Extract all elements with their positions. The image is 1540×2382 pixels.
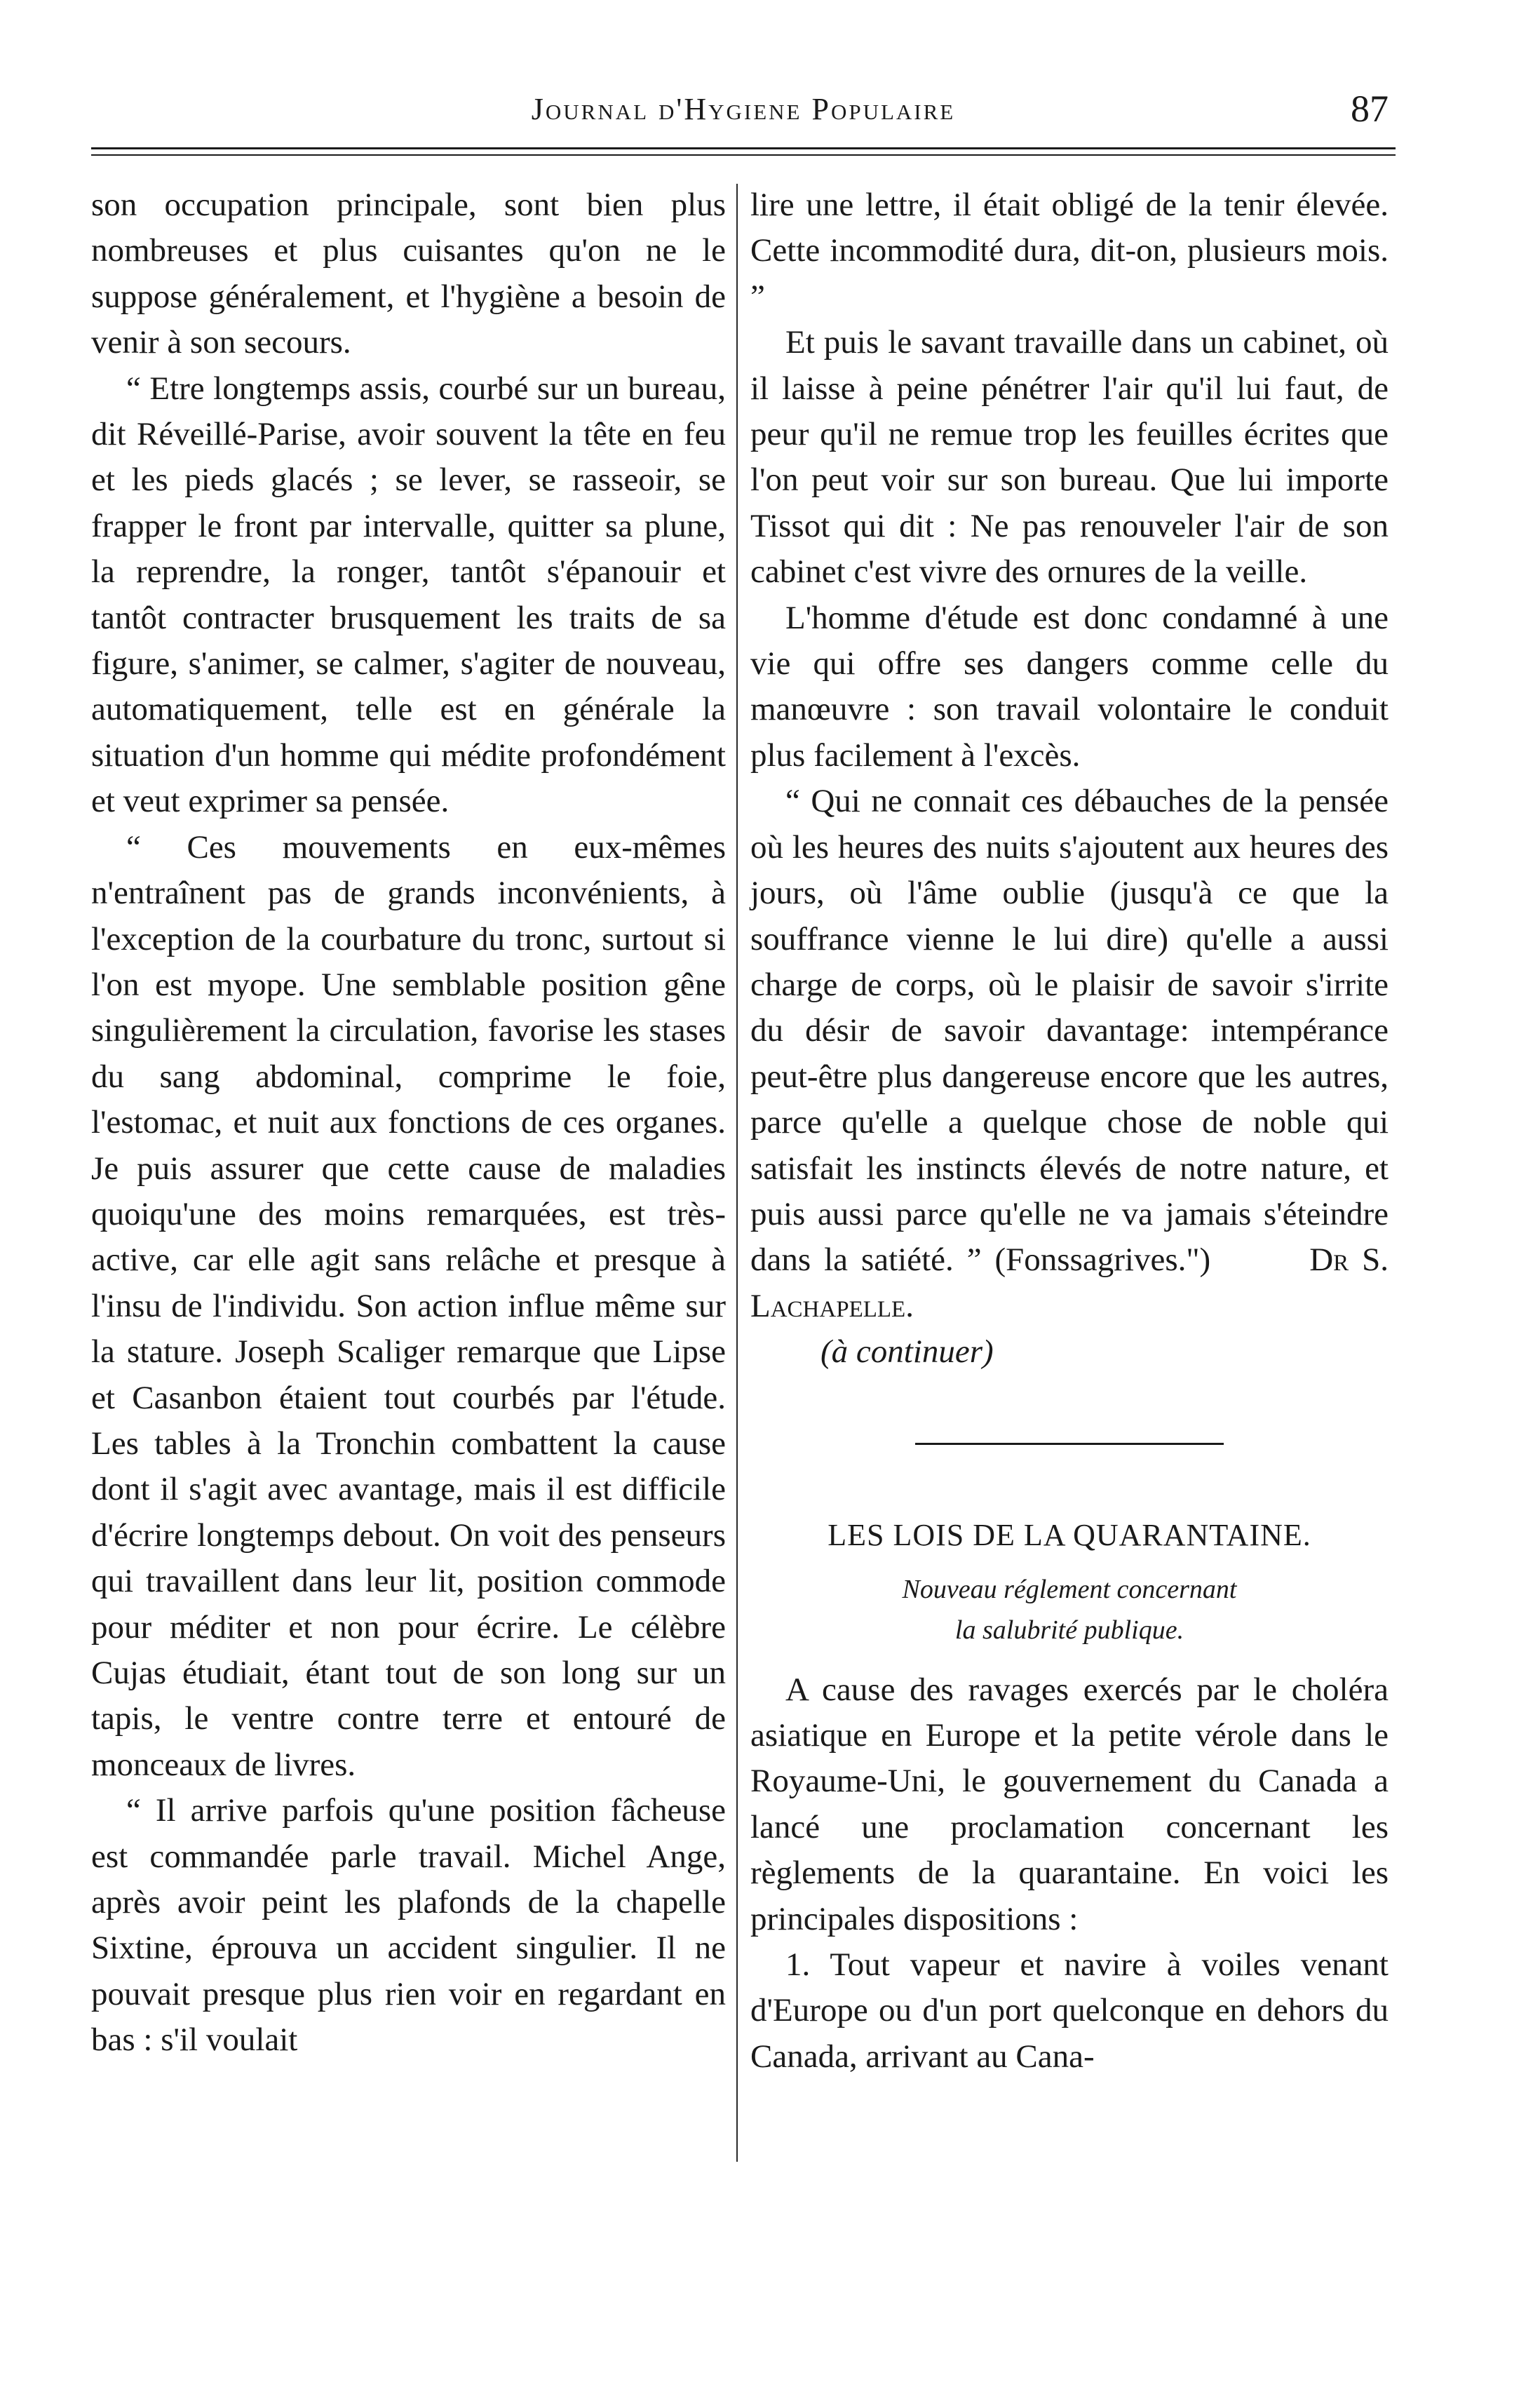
header-double-rule: [91, 147, 1396, 156]
section-subtitle-line-2: la salubrité publique.: [954, 1615, 1184, 1645]
left-column: [91, 182, 726, 2064]
page-number: 87: [1351, 88, 1389, 130]
continue-note: (à continuer): [820, 1333, 994, 1371]
paragraph: A cause des ravages exercés par le choléra asiatique en Europe et la petite vérole dans le Royaume-Uni, le gouvernement du Canada a lancé une proclamation concernant les règlements de la quarantaine. En voici les principales dispositions :: [750, 1671, 1389, 1937]
paragraph: L'homme d'étude est donc condamné à une vie qui offre ses dangers comme celle du manœuvre : son travail volontaire le conduit plus facilement à l'excès.: [750, 599, 1389, 774]
paragraph: [750, 779, 1389, 1329]
paragraph: son occupation principale, sont bien plus nombreuses et plus cuisantes qu'on ne le suppose généralement, et l'hygiène a besoin de venir à son secours.: [91, 187, 726, 361]
paragraph: “ Etre longtemps assis, courbé sur un bureau, dit Réveillé-Parise, avoir souvent la tête en feu et les pieds glacés ; se lever, se rasseoir, se frapper le front par intervalle, quitter sa plune, la reprendre, la ronger, tantôt s'épanouir et tantôt contracter brusquement les traits de sa figure, s'animer, se calmer, s'agiter de nouveau, automatiquement, telle est en générale la situation d'un homme qui médite profondément et veut exprimer sa pensée.: [91, 370, 726, 820]
paragraph: Et puis le savant travaille dans un cabinet, où il laisse à peine pénétrer l'air qu'il lui faut, de peur qu'il ne remue trop les feuilles écrites que l'on peut voir sur son bureau. Que lui importe Tissot qui dit : Ne pas renouveler l'air de son cabinet c'est vivre des ornures de la veille.: [750, 324, 1389, 591]
journal-title: Journal d'Hygiene Populaire: [531, 92, 956, 126]
right-column: [750, 182, 1389, 2080]
paragraph: lire une lettre, il était obligé de la tenir élevée. Cette incommodité dura, dit-on, plusieurs mois. ”: [750, 187, 1389, 315]
running-head: [91, 88, 1396, 147]
section-subtitle-line-1: Nouveau réglement concernant: [902, 1574, 1237, 1604]
quote-text: “ Qui ne connait ces débauches de la pensée où les heures des nuits s'ajoutent aux heures des jours, où l'âme oublie (jusqu'à ce que la souffrance vienne le lui dire) qu'elle a aussi charge de corps, où le plaisir de savoir s'irrite du désir de savoir davantage: intempérance peut-être plus dangereuse encore que les autres, parce qu'elle a quelque chose de noble qui satisfait les instincts élevés de notre nature, et puis aussi parce qu'elle ne va jamais s'éteindre dans la satiété. ” (Fonssagrives."): [750, 783, 1389, 1279]
paragraph: 1. Tout vapeur et navire à voiles venant d'Europe ou d'un port quelconque en dehors du Canada, arrivant au Cana-: [750, 1946, 1389, 2075]
paragraph: “ Ces mouvements en eux-mêmes n'entraînent pas de grands inconvénients, à l'exception de la courbature du tronc, surtout si l'on est myope. Une semblable position gêne singulièrement la circulation, favorise les stases du sang abdominal, comprime le foie, l'estomac, et nuit aux fonctions de ces organes. Je puis assurer que cette cause de maladies quoiqu'une des moins remarquées, est très-active, car elle agit sans relâche et presque à l'insu de l'individu. Son action influe même sur la stature. Joseph Scaliger remarque que Lipse et Casanbon étaient tout courbés par l'étude. Les tables à la Tronchin combattent la cause dont il s'agit avec avantage, mais il est difficile d'écrire longtemps debout. On voit des penseurs qui travaillent dans leur lit, position commode pour méditer et non pour écrire. Le célèbre Cujas étudiait, étant tout de son long sur un tapis, le ventre contre terre et entouré de monceaux de livres.: [91, 828, 726, 1783]
column-divider: [736, 184, 738, 2162]
section-title: LES LOIS DE LA QUARANTAINE.: [828, 1517, 1311, 1552]
section-separator: [915, 1443, 1224, 1445]
author-signature: Dr S. Lachapelle.: [750, 1242, 1389, 1324]
paragraph: “ Il arrive parfois qu'une position fâcheuse est commandée parle travail. Michel Ange, après avoir peint les plafonds de la chapelle Sixtine, éprouva un accident singulier. Il ne pouvait presque plus rien voir en regardant en bas : s'il voulait: [91, 1792, 726, 2059]
